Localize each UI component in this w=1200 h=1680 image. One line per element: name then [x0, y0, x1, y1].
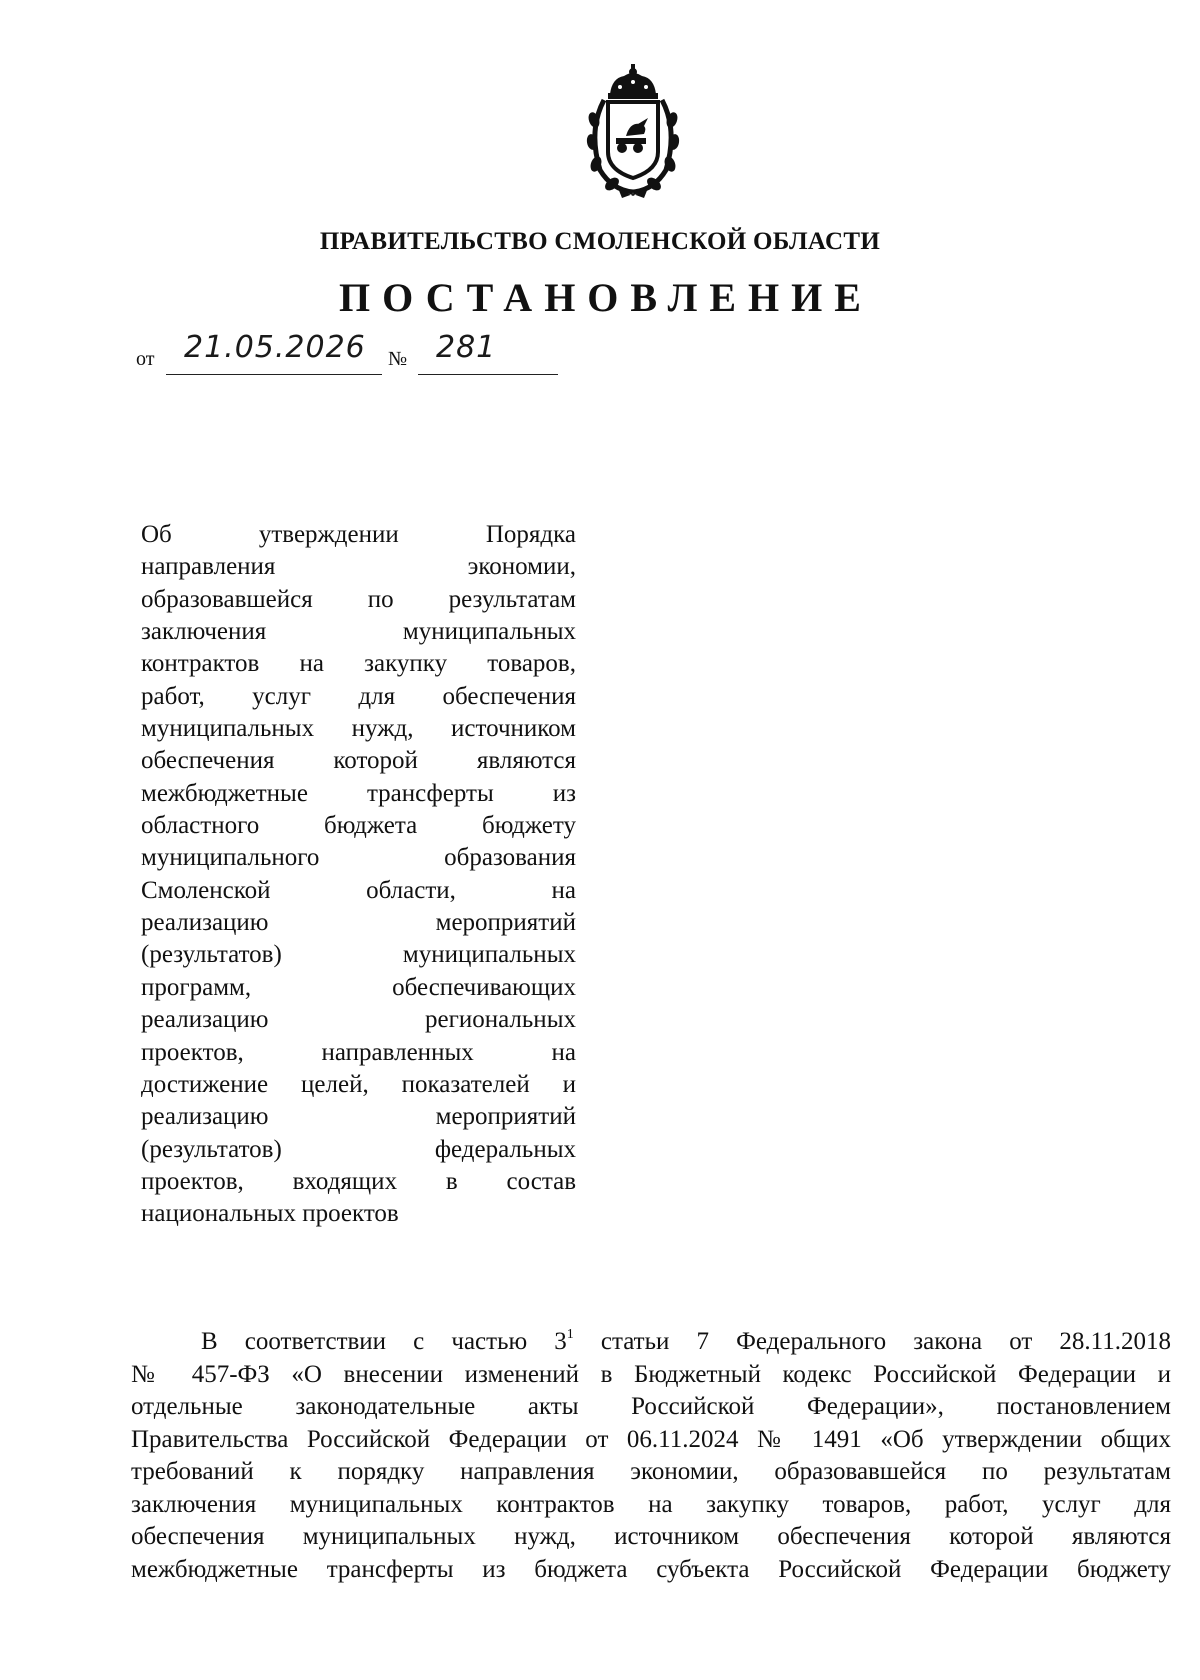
document-type: ПОСТАНОВЛЕНИЕ	[339, 275, 873, 320]
subject-line: достижение целей, показателей и	[141, 1070, 576, 1098]
subject-line: (результатов) муниципальных	[141, 941, 576, 969]
handwritten-date: 21.05.2026	[184, 330, 366, 365]
subject-line: Смоленской области, на	[141, 876, 576, 904]
subject-line: обеспечения которой являются	[141, 747, 576, 775]
subject-line: реализацию мероприятий	[141, 909, 576, 937]
body-text-fragment: В соответствии с частью 3	[201, 1328, 567, 1355]
subject-line: заключения муниципальных	[141, 618, 576, 646]
subject-line: национальных проектов	[141, 1200, 399, 1228]
body-line: межбюджетные трансферты из бюджета субъекта Российской Федерации бюджету	[131, 1555, 1171, 1583]
body-text-fragment: статьи 7 Федерального закона от 28.11.2018	[573, 1328, 1171, 1355]
body-line: требований к порядку направления экономии, образовавшейся по результатам	[131, 1458, 1171, 1485]
superscript: 1	[566, 1326, 574, 1342]
number-underline	[418, 374, 558, 375]
handwritten-number: 281	[436, 330, 497, 365]
body-line: заключения муниципальных контрактов на закупку товаров, работ, услуг для	[131, 1490, 1171, 1518]
subject-line: образовавшейся по результатам	[141, 585, 576, 613]
subject-line: проектов, направленных на	[141, 1038, 576, 1066]
document-subject	[141, 519, 576, 1231]
coat-of-arms-icon	[578, 60, 688, 200]
subject-line: реализацию мероприятий	[141, 1103, 576, 1131]
subject-line: программ, обеспечивающих	[141, 973, 576, 1001]
body-paragraph	[131, 1326, 1171, 1586]
subject-line: направления экономии,	[141, 553, 576, 581]
subject-line: муниципальных нужд, источником	[141, 715, 576, 743]
number-label: №	[388, 348, 408, 370]
subject-line: (результатов) федеральных	[141, 1135, 576, 1163]
body-line: № 457-ФЗ «О внесении изменений в Бюджетный кодекс Российской Федерации и	[131, 1360, 1171, 1388]
subject-line: реализацию региональных	[141, 1006, 576, 1034]
date-number-line	[136, 330, 596, 374]
body-line: отдельные законодательные акты Российской Федерации», постановлением	[131, 1393, 1171, 1420]
subject-line: межбюджетные трансферты из	[141, 779, 576, 807]
subject-line: муниципального образования	[141, 844, 576, 872]
organization-name: ПРАВИТЕЛЬСТВО СМОЛЕНСКОЙ ОБЛАСТИ	[319, 228, 881, 255]
body-line: обеспечения муниципальных нужд, источником обеспечения которой являются	[131, 1523, 1171, 1550]
body-line	[131, 1326, 1171, 1359]
subject-line: Об утверждении Порядка	[141, 521, 576, 548]
subject-line: работ, услуг для обеспечения	[141, 682, 576, 710]
subject-line: проектов, входящих в состав	[141, 1167, 576, 1195]
subject-line: контрактов на закупку товаров,	[141, 650, 576, 678]
body-line: Правительства Российской Федерации от 06.11.2024 № 1491 «Об утверждении общих	[131, 1425, 1171, 1453]
date-label: от	[136, 348, 155, 370]
subject-line: областного бюджета бюджету	[141, 812, 576, 840]
date-underline	[166, 374, 382, 375]
